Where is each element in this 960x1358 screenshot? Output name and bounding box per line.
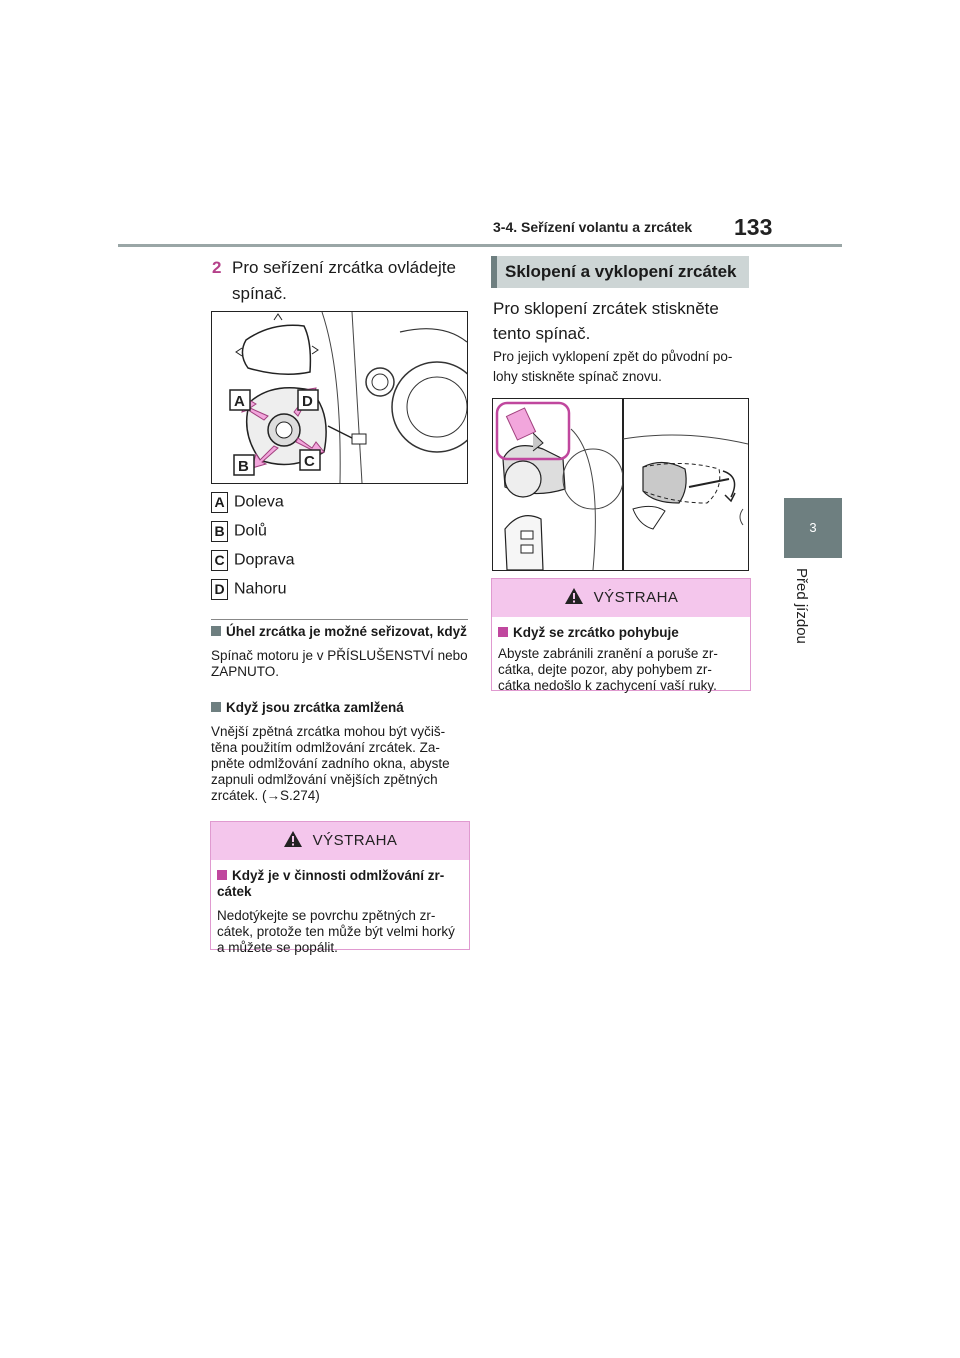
notes-divider — [211, 619, 468, 620]
note-1 — [211, 624, 473, 680]
callout-d: D — [302, 393, 313, 410]
legend-item-right — [211, 550, 294, 571]
warning-subheading — [217, 868, 463, 900]
chapter-tab — [784, 498, 842, 558]
note-heading — [211, 624, 473, 640]
note-2 — [211, 700, 467, 804]
unfold-instructions: Pro jejich vyklopení zpět do původní po- lohy stiskněte spínač znovu. — [493, 349, 733, 384]
note-body: Spínač motoru je v PŘÍSLUŠENSTVÍ nebo ZAPNUTO. — [211, 648, 468, 679]
square-bullet-icon — [498, 627, 508, 637]
page-number: 133 — [734, 214, 773, 240]
warning-body: Abyste zabránili zranění a poruše zr- cátka, dejte pozor, aby pohybem zr- cátka nedošlo k zachycení vaší ruky. — [498, 646, 718, 693]
legend-key: B — [211, 521, 228, 542]
legend-key: D — [211, 579, 228, 600]
fold-switch-drawing — [493, 399, 748, 570]
warning-header — [211, 822, 469, 860]
callout-a: A — [234, 393, 245, 410]
warning-content — [211, 860, 469, 962]
note-heading — [211, 700, 467, 716]
warning-subheading — [498, 625, 744, 641]
warning-box-moving-mirror — [491, 578, 751, 691]
chapter-number: 3 — [809, 520, 817, 535]
legend-item-down — [211, 521, 267, 542]
note-body: Vnější zpětná zrcátka mohou být vyčiš- těna použitím odmlžování zrcátek. Za- pněte odmlžování zadního okna, abyste zapnuli odmlžování vnějších zpětných zrcátek. (→S.274) — [211, 724, 450, 803]
callout-c: C — [304, 453, 315, 470]
warning-box-defogger — [210, 821, 470, 955]
header-divider — [118, 244, 842, 247]
legend-label: Doprava — [234, 551, 295, 569]
square-bullet-icon — [211, 702, 221, 712]
warning-header — [492, 579, 750, 617]
fold-switch-illustration — [492, 398, 749, 571]
step-number: 2 — [212, 258, 222, 277]
mirror-switch-illustration — [211, 311, 468, 484]
warning-title: VÝSTRAHA — [312, 832, 398, 849]
chapter-title-text: Před jízdou — [793, 568, 810, 644]
note-heading-text: Úhel zrcátka je možné seřizovat, když — [226, 624, 467, 639]
fold-instructions: Pro sklopení zrcátek stiskněte tento spínač. — [493, 299, 719, 343]
callout-b: B — [238, 458, 249, 475]
legend-key: A — [211, 492, 228, 513]
warning-subheading-text: Když je v činnosti odmlžování zr- cátek — [217, 868, 445, 899]
legend-key: C — [211, 550, 228, 571]
legend-item-up — [211, 579, 286, 600]
warning-triangle-icon — [564, 587, 584, 605]
section-title: 3-4. Seřízení volantu a zrcátek — [493, 219, 693, 235]
legend-label: Dolů — [234, 522, 267, 540]
step-text: Pro seřízení zrcátka ovládejte spínač. — [232, 258, 456, 303]
warning-body: Nedotýkejte se povrchu zpětných zr- cátek, protože ten může být velmi horký a můžete se popálit. — [217, 908, 455, 955]
warning-triangle-icon — [283, 830, 303, 848]
warning-content — [492, 617, 750, 700]
legend-label: Doleva — [234, 493, 284, 511]
square-bullet-icon — [217, 870, 227, 880]
warning-subheading-text: Když se zrcátko pohybuje — [513, 625, 679, 640]
legend-item-left — [211, 492, 284, 513]
warning-title: VÝSTRAHA — [593, 589, 679, 606]
square-bullet-icon — [211, 626, 221, 636]
step-2 — [212, 255, 472, 307]
chapter-title — [792, 568, 812, 658]
fold-mirrors-heading: Sklopení a vyklopení zrcátek — [491, 256, 749, 288]
legend-label: Nahoru — [234, 580, 287, 598]
mirror-switch-drawing — [212, 312, 467, 483]
note-heading-text: Když jsou zrcátka zamlžená — [226, 700, 404, 715]
